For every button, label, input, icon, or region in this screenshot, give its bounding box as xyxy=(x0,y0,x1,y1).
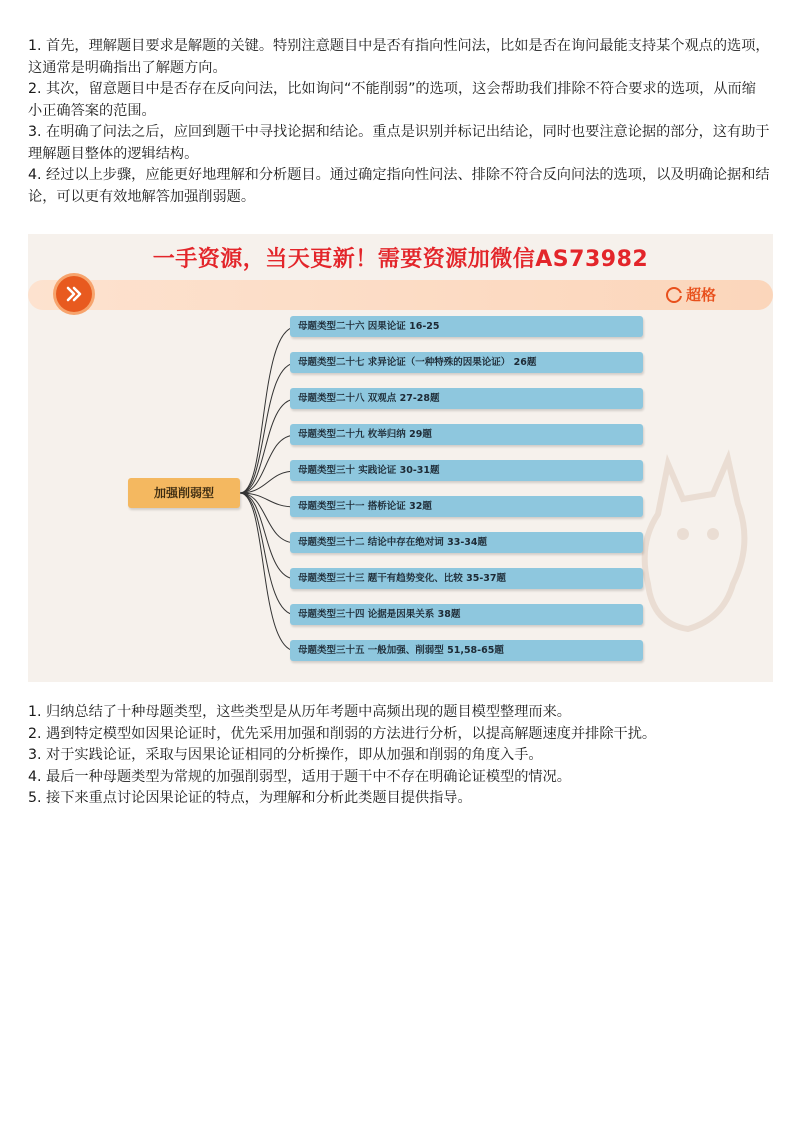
intro-paragraph-4: 4. 经过以上步骤，应能更好地理解和分析题目。通过确定指向性问法、排除不符合反向问法的选项，以及明确论据和结论，可以更有效地解答加强削弱题。 xyxy=(28,167,770,205)
mindmap-root-node: 加强削弱型 xyxy=(128,478,240,508)
mindmap-branch-33: 母题类型三十三 题干有趋势变化、比较 35-37题 xyxy=(290,568,643,589)
mindmap-branch-29: 母题类型二十九 枚举归纳 29题 xyxy=(290,424,643,445)
summary-paragraph-1: 1. 归纳总结了十种母题类型，这些类型是从历年考题中高频出现的题目模型整理而来。 xyxy=(28,704,571,720)
mindmap-branch-28: 母题类型二十八 双观点 27-28题 xyxy=(290,388,643,409)
mindmap-figure xyxy=(28,234,773,682)
intro-paragraph-3: 3. 在明确了问法之后，应回到题干中寻找论据和结论。重点是识别并标记出结论，同时也要注意论据的部分，这有助于理解题目整体的逻辑结构。 xyxy=(28,124,770,162)
mindmap-branch-26: 母题类型二十六 因果论证 16-25 xyxy=(290,316,643,337)
intro-text xyxy=(28,36,770,208)
figure-banner: 一手资源，当天更新！需要资源加微信AS73982 xyxy=(152,247,649,272)
mindmap-branch-34: 母题类型三十四 论据是因果关系 38题 xyxy=(290,604,643,625)
mindmap-branch-27: 母题类型二十七 求异论证（一种特殊的因果论证） 26题 xyxy=(290,352,643,373)
summary-text xyxy=(28,702,770,810)
brand-name: 超格 xyxy=(686,286,717,304)
intro-paragraph-2: 2. 其次，留意题目中是否存在反向问法，比如询问“不能削弱”的选项，这会帮助我们排除不符合要求的选项，从而缩小正确答案的范围。 xyxy=(28,81,756,119)
mindmap-branch-35: 母题类型三十五 一般加强、削弱型 51,58-65题 xyxy=(290,640,643,661)
mindmap-branch-32: 母题类型三十二 结论中存在绝对词 33-34题 xyxy=(290,532,643,553)
summary-paragraph-4: 4. 最后一种母题类型为常规的加强削弱型，适用于题干中不存在明确论证模型的情况。 xyxy=(28,768,571,785)
summary-paragraph-3: 3. 对于实践论证，采取与因果论证相同的分析操作，即从加强和削弱的角度入手。 xyxy=(28,747,543,763)
intro-paragraph-1: 1. 首先，理解题目要求是解题的关键。特别注意题目中是否有指向性问法，比如是否在询问最能支持某个观点的选项，这通常是明确指出了解题方向。 xyxy=(28,38,770,76)
mindmap-branch-30: 母题类型三十 实践论证 30-31题 xyxy=(290,460,643,481)
summary-paragraph-2: 2. 遇到特定模型如因果论证时，优先采用加强和削弱的方法进行分析，以提高解题速度并排除干扰。 xyxy=(28,725,657,742)
mindmap-branch-31: 母题类型三十一 搭桥论证 32题 xyxy=(290,496,643,517)
summary-paragraph-5: 5. 接下来重点讨论因果论证的特点，为理解和分析此类题目提供指导。 xyxy=(28,790,472,806)
